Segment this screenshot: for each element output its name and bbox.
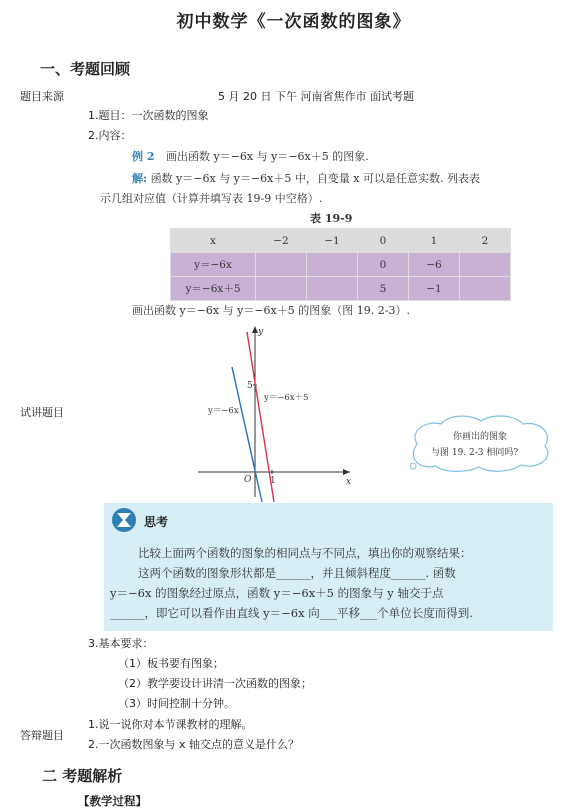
solution-text-2: 示几组对应值（计算并填写表 19-9 中空格）.	[100, 192, 323, 205]
source-value: 5 月 20 日 下午 河南省焦作市 面试考题	[218, 90, 414, 103]
table-cell	[460, 277, 511, 301]
line1-label: y＝−6x	[208, 406, 239, 416]
table-cell	[256, 277, 307, 301]
tick-1-label: 1	[270, 476, 276, 486]
table-cell: −2	[256, 229, 307, 253]
solution-text-1: 函数 y＝−6x 与 y＝−6x＋5 中，自变量 x 可以是任意实数. 列表表	[150, 172, 481, 185]
value-table	[170, 228, 511, 301]
table-caption: 表 19-9	[310, 212, 353, 225]
table-cell: 1	[409, 229, 460, 253]
table-header-row	[171, 229, 511, 253]
table-cell: 0	[358, 253, 409, 277]
bubble-dot	[410, 463, 416, 469]
think-icon	[110, 507, 138, 533]
topic-line: 1.题目：一次函数的图象	[88, 109, 209, 122]
table-cell	[307, 277, 358, 301]
origin-label: O	[244, 475, 252, 485]
content-line: 2.内容：	[88, 129, 132, 142]
bubble-text-2: 与图 19. 2-3 相同吗?	[431, 448, 519, 458]
think-line: 这两个函数的图象形状都是______，并且倾斜程度______. 函数	[138, 566, 456, 580]
table-cell: y＝−6x	[171, 253, 256, 277]
example-label: 例 2	[132, 150, 155, 163]
textbook-excerpt	[100, 140, 550, 318]
y-axis-label: y	[258, 327, 264, 337]
requirements-title: 3.基本要求：	[88, 637, 154, 650]
table-cell: −1	[409, 277, 460, 301]
think-line: y＝−6x 的图象经过原点，函数 y＝−6x＋5 的图象与 y 轴交于点	[110, 586, 444, 600]
function-graph	[190, 322, 370, 502]
trial-label: 试讲题目	[20, 406, 64, 419]
defense-label: 答辩题目	[20, 729, 64, 742]
page-title: 初中数学《一次函数的图象》	[176, 12, 411, 32]
table-cell: −1	[307, 229, 358, 253]
tick-5-label: 5	[247, 381, 253, 391]
requirement-item: （2）教学要设计讲清一次函数的图象；	[118, 677, 312, 690]
x-axis-label: x	[346, 477, 352, 487]
table-cell	[307, 253, 358, 277]
table-cell: −6	[409, 253, 460, 277]
requirement-item: （3）时间控制十分钟。	[118, 697, 235, 710]
section-heading-review: 一、考题回顾	[40, 60, 131, 78]
think-title: 思考	[144, 515, 169, 529]
table-cell: 0	[358, 229, 409, 253]
table-row	[171, 277, 511, 301]
source-label: 题目来源	[20, 90, 64, 103]
thought-bubble	[405, 412, 555, 474]
example-text: 画出函数 y＝−6x 与 y＝−6x＋5 的图象.	[165, 150, 369, 163]
table-cell: x	[171, 229, 256, 253]
table-row	[171, 253, 511, 277]
x-axis-arrow	[343, 469, 350, 475]
think-box	[104, 503, 553, 631]
table-cell	[256, 253, 307, 277]
defense-question-2: 2.一次函数图象与 x 轴交点的意义是什么？	[88, 738, 299, 751]
table-cell: y＝−6x＋5	[171, 277, 256, 301]
requirement-item: （1）板书要有图象；	[118, 657, 224, 670]
solution-label: 解:	[132, 172, 148, 185]
table-cell: 2	[460, 229, 511, 253]
table-cell: 5	[358, 277, 409, 301]
defense-question-1: 1.说一说你对本节课教材的理解。	[88, 718, 253, 731]
bubble-text-1: 你画出的图象	[453, 432, 508, 442]
section-heading-analysis: 二 考题解析	[42, 767, 123, 785]
think-line: 比较上面两个函数的图象的相同点与不同点，填出你的观察结果：	[138, 546, 472, 560]
line2-label: y＝−6x＋5	[264, 393, 309, 403]
table-cell	[460, 253, 511, 277]
think-line: ______，即它可以看作由直线 y＝−6x 向___平移___个单位长度而得到.	[110, 606, 473, 620]
bubble-cloud	[413, 416, 548, 471]
teaching-process-heading: 【教学过程】	[78, 794, 147, 808]
draw-instruction: 画出函数 y＝−6x 与 y＝−6x＋5 的图象（图 19. 2-3）.	[132, 304, 410, 317]
